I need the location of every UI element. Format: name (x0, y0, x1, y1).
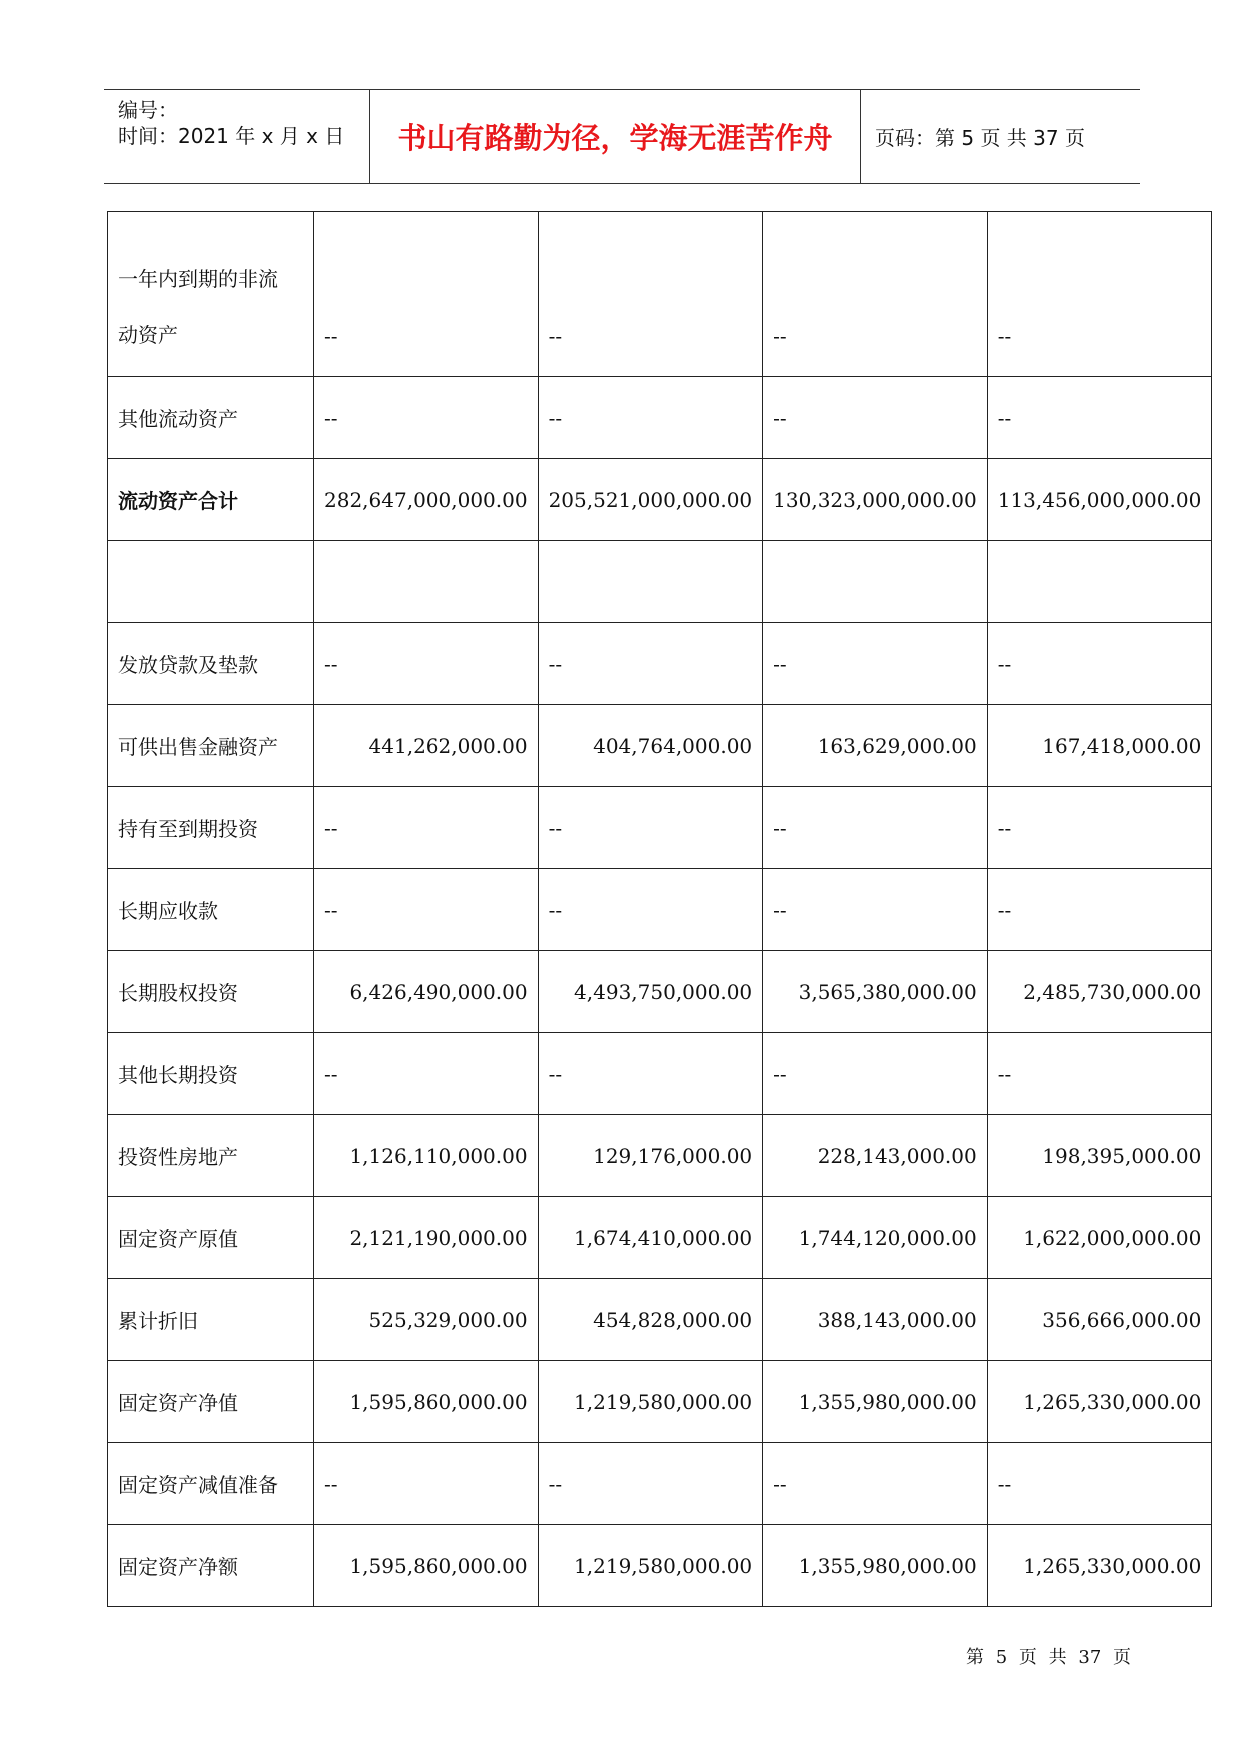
table-row (108, 705, 1212, 787)
table-cell: -- (538, 212, 763, 377)
row-label: 投资性房地产 (108, 1115, 314, 1197)
table-cell: -- (987, 787, 1212, 869)
table-cell (987, 541, 1212, 623)
row-label: 固定资产净额 (108, 1525, 314, 1607)
table-cell: 3,565,380,000.00 (763, 951, 988, 1033)
table-cell (538, 541, 763, 623)
row-label: 固定资产原值 (108, 1197, 314, 1279)
row-label-line: 动资产 (118, 323, 178, 347)
table-cell: 525,329,000.00 (314, 1279, 539, 1361)
table-row (108, 1443, 1212, 1525)
table-cell: -- (538, 787, 763, 869)
row-label (108, 541, 314, 623)
table-cell: 282,647,000,000.00 (314, 459, 539, 541)
table-cell: -- (538, 1443, 763, 1525)
document-time-label: 时间：2021 年 x 月 x 日 (118, 124, 345, 148)
table-cell: -- (314, 787, 539, 869)
page-footer: 第 5 页 共 37 页 (966, 1647, 1131, 1668)
table-cell: -- (314, 623, 539, 705)
table-cell: 6,426,490,000.00 (314, 951, 539, 1033)
table-cell: -- (987, 623, 1212, 705)
table-cell: -- (538, 623, 763, 705)
table-cell: 1,219,580,000.00 (538, 1525, 763, 1607)
table-cell: 1,744,120,000.00 (763, 1197, 988, 1279)
table-cell: -- (987, 212, 1212, 377)
table-cell: 2,485,730,000.00 (987, 951, 1212, 1033)
balance-sheet-body (108, 212, 1212, 1607)
page-header (104, 89, 1140, 184)
row-label: 其他流动资产 (108, 377, 314, 459)
table-row (108, 787, 1212, 869)
table-cell (763, 541, 988, 623)
table-cell: 205,521,000,000.00 (538, 459, 763, 541)
table-cell: -- (987, 1443, 1212, 1525)
table-row (108, 623, 1212, 705)
table-row (108, 377, 1212, 459)
table-cell: 1,355,980,000.00 (763, 1361, 988, 1443)
table-cell: 454,828,000.00 (538, 1279, 763, 1361)
table-cell: -- (987, 1033, 1212, 1115)
row-label: 累计折旧 (108, 1279, 314, 1361)
table-cell: 356,666,000.00 (987, 1279, 1212, 1361)
table-row (108, 1525, 1212, 1607)
header-motto: 书山有路勤为径，学海无涯苦作舟 (370, 90, 861, 183)
table-cell: 1,674,410,000.00 (538, 1197, 763, 1279)
table-cell: 163,629,000.00 (763, 705, 988, 787)
balance-sheet-table (107, 211, 1212, 1607)
row-label: 固定资产减值准备 (108, 1443, 314, 1525)
table-row (108, 1361, 1212, 1443)
row-label: 长期应收款 (108, 869, 314, 951)
table-cell: 113,456,000,000.00 (987, 459, 1212, 541)
table-cell: 388,143,000.00 (763, 1279, 988, 1361)
row-label: 可供出售金融资产 (108, 705, 314, 787)
header-meta (104, 90, 370, 183)
table-cell: 404,764,000.00 (538, 705, 763, 787)
row-label: 发放贷款及垫款 (108, 623, 314, 705)
table-cell: 1,622,000,000.00 (987, 1197, 1212, 1279)
table-cell: 167,418,000.00 (987, 705, 1212, 787)
row-label: 其他长期投资 (108, 1033, 314, 1115)
table-cell: -- (763, 212, 988, 377)
table-row (108, 212, 1212, 377)
table-row (108, 459, 1212, 541)
table-cell: 1,265,330,000.00 (987, 1361, 1212, 1443)
table-cell: 1,265,330,000.00 (987, 1525, 1212, 1607)
table-cell: -- (538, 1033, 763, 1115)
table-cell: -- (314, 869, 539, 951)
table-cell: 228,143,000.00 (763, 1115, 988, 1197)
table-row (108, 1115, 1212, 1197)
row-label: 固定资产净值 (108, 1361, 314, 1443)
table-cell: 1,355,980,000.00 (763, 1525, 988, 1607)
row-label: 流动资产合计 (108, 459, 314, 541)
table-cell: -- (314, 212, 539, 377)
table-row (108, 541, 1212, 623)
table-cell: 1,126,110,000.00 (314, 1115, 539, 1197)
table-cell: 129,176,000.00 (538, 1115, 763, 1197)
table-cell: -- (538, 869, 763, 951)
table-cell: -- (987, 377, 1212, 459)
table-cell: -- (763, 1033, 988, 1115)
table-cell: 1,595,860,000.00 (314, 1525, 539, 1607)
row-label: 持有至到期投资 (108, 787, 314, 869)
table-cell: -- (763, 869, 988, 951)
row-label-line: 一年内到期的非流 (118, 267, 278, 291)
table-cell: 441,262,000.00 (314, 705, 539, 787)
table-cell: 130,323,000,000.00 (763, 459, 988, 541)
table-cell: 2,121,190,000.00 (314, 1197, 539, 1279)
table-cell (314, 541, 539, 623)
table-cell: -- (314, 1443, 539, 1525)
document-number-label: 编号： (118, 98, 178, 122)
table-cell: -- (763, 623, 988, 705)
table-cell: 198,395,000.00 (987, 1115, 1212, 1197)
table-cell: 1,219,580,000.00 (538, 1361, 763, 1443)
table-cell: -- (763, 377, 988, 459)
header-page-info: 页码：第 5 页 共 37 页 (875, 126, 1085, 150)
row-label: 长期股权投资 (108, 951, 314, 1033)
table-cell: 4,493,750,000.00 (538, 951, 763, 1033)
table-row (108, 869, 1212, 951)
table-cell: 1,595,860,000.00 (314, 1361, 539, 1443)
table-cell: -- (314, 1033, 539, 1115)
table-cell: -- (538, 377, 763, 459)
table-row (108, 1279, 1212, 1361)
table-row (108, 1033, 1212, 1115)
table-row (108, 1197, 1212, 1279)
table-row (108, 951, 1212, 1033)
row-label (108, 212, 314, 377)
table-cell: -- (314, 377, 539, 459)
table-cell: -- (987, 869, 1212, 951)
table-cell: -- (763, 787, 988, 869)
table-cell: -- (763, 1443, 988, 1525)
